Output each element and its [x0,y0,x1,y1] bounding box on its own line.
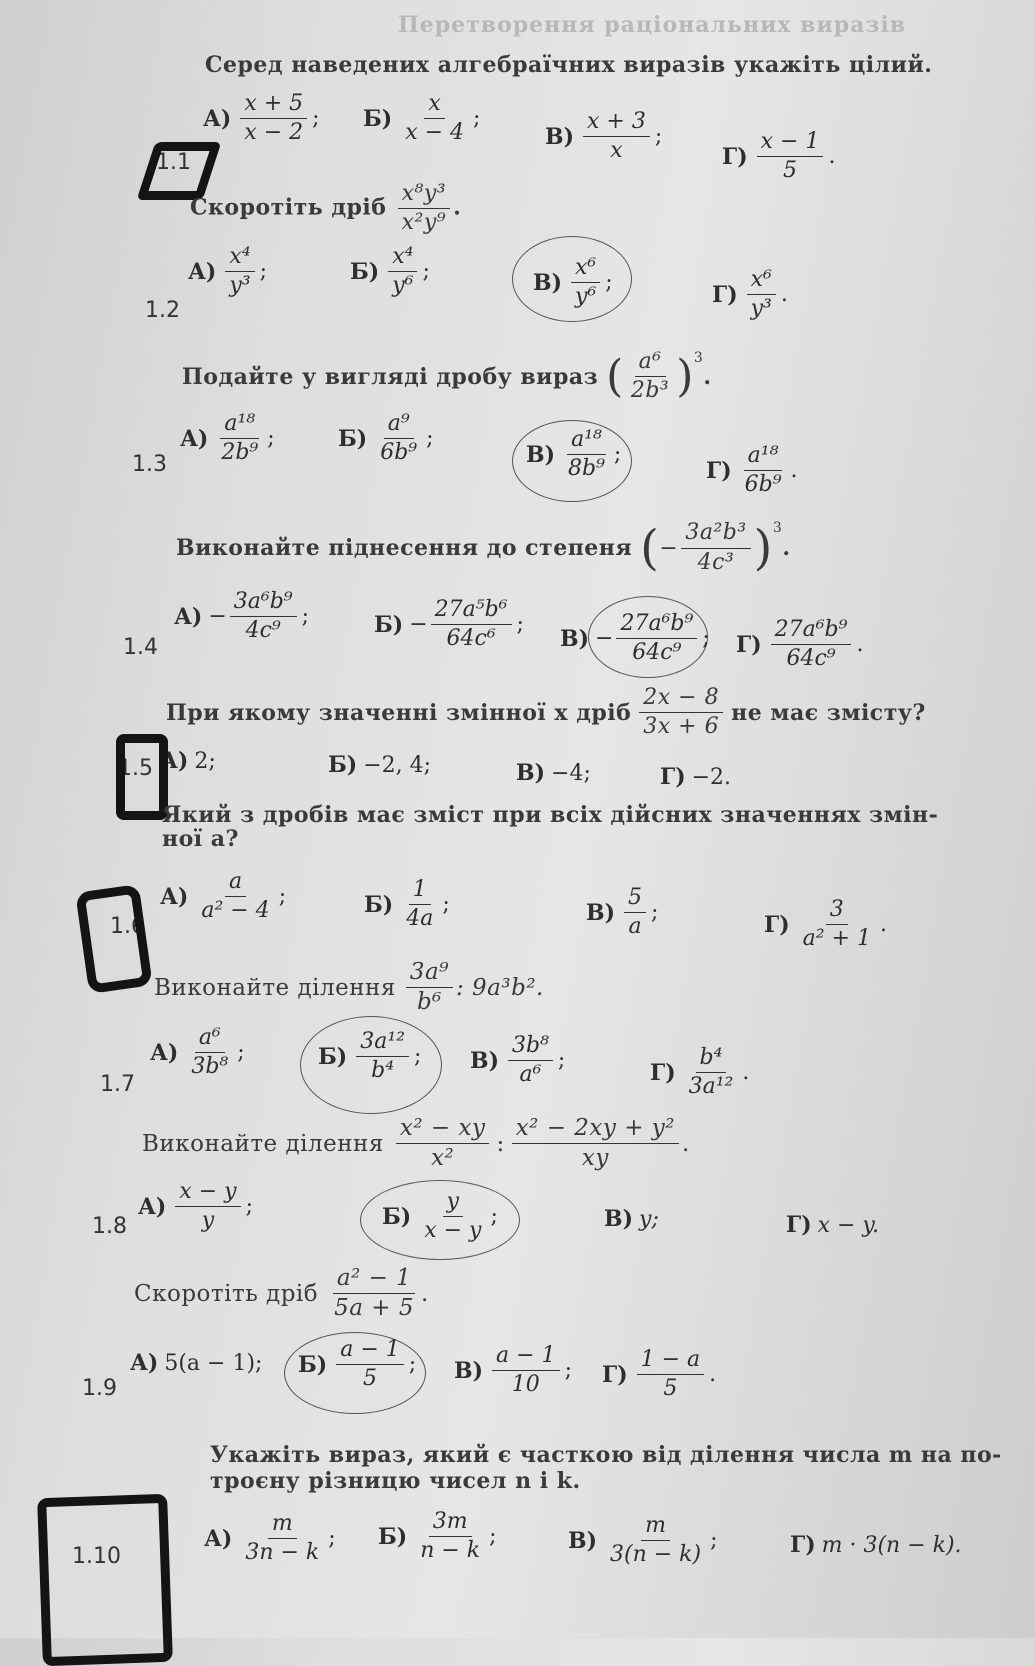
option-1-7-c: В) $\frac{\text{3b⁸}}{\text{a⁶}}$ ; [470,1033,566,1088]
question-1-8: Виконайте ділення $\frac{\text{x² − xy}}{\text{x²}}$ : $\frac{\text{x² − 2xy + y²}}{xy}$ . [142,1115,690,1172]
option-1-5-d: Г) −2. [660,764,732,790]
question-1-2: Скоротіть дріб $\frac{\text{x⁸y³}}{\text{x²y⁹}}$ . [190,181,462,236]
option-1-10-c: В) $\frac{m}{3(n - k)}$ ; [568,1513,718,1568]
option-1-3-b: Б) $\frac{\text{a⁹}}{\text{6b⁹}}$ ; [338,411,434,466]
pen-mark-1-6 [75,884,153,994]
option-1-7-a: А) $\frac{\text{a⁶}}{\text{3b⁸}}$ ; [150,1025,245,1080]
question-1-1: Серед наведених алгебраїчних виразів укажіть цілий. [205,52,933,78]
option-1-8-d: Г) x − y. [786,1212,879,1238]
option-1-8-a: А) $\frac{x - y}{y}$ ; [138,1179,254,1234]
option-1-8-c: В) y; [604,1206,659,1232]
section-title: Перетворення раціональних виразів [398,12,907,38]
question-1-3: Подайте у вигляді дробу вираз ( $\frac{\text{a⁶}}{\text{2b³}}$ ) $^3$ . [182,349,712,404]
option-1-9-a: А) 5(a − 1); [130,1350,263,1376]
option-1-4-d: Г) $\frac{\text{27a⁶b⁹}}{\text{64c⁹}}$ . [736,617,864,672]
option-1-3-d: Г) $\frac{\text{a¹⁸}}{\text{6b⁹}}$ . [706,443,798,498]
option-1-5-b: Б) −2, 4; [328,752,432,778]
option-1-5-c: В) −4; [516,760,591,786]
question-1-4: Виконайте піднесення до степеня ( − $\frac{\text{3a²b³}}{\text{4c³}}$ ) $^3$ . [176,520,791,576]
option-1-4-b: Б) − $\frac{\text{27a⁵b⁶}}{\text{64c⁶}}$ ; [374,597,524,652]
option-1-9-c: В) $\frac{a - 1}{10}$ ; [454,1343,572,1398]
problem-number-1-10: 1.10 [72,1544,121,1569]
question-1-9: Скоротіть дріб $\frac{\text{a² − 1}}{5a + 5}$ . [134,1265,429,1322]
question-1-10: Укажіть вираз, який є часткою від ділення числа m на по- [210,1442,1002,1468]
option-1-6-c: В) $\frac{5}{a}$ ; [586,885,659,940]
pen-mark-1-10 [37,1494,173,1666]
question-1-10-line2: троєну різницю чисел n і k. [210,1468,581,1494]
question-1-6-line2: ної a? [162,826,239,852]
option-1-9-b: Б) $\frac{a - 1}{5}$ ; [298,1337,417,1392]
question-1-6: Який з дробів має зміст при всіх дійсних значеннях змін- [162,802,939,828]
option-1-4-a: А) − $\frac{\text{3a⁶b⁹}}{\text{4c⁹}}$ ; [174,589,310,644]
option-1-10-a: А) $\frac{m}{3n - k}$ ; [204,1511,336,1566]
option-1-1-c: В) $\frac{x + 3}{x}$ ; [545,109,663,164]
option-1-4-c: В) − $\frac{\text{27a⁶b⁹}}{\text{64c⁹}}$ ; [560,611,710,666]
option-1-3-a: А) $\frac{\text{a¹⁸}}{\text{2b⁹}}$ ; [180,411,275,466]
option-1-2-c: В) $\frac{\text{x⁶}}{\text{y⁶}}$ ; [533,255,613,310]
problem-number-1-2: 1.2 [145,298,180,323]
option-1-6-b: Б) $\frac{1}{4a}$ ; [364,877,450,932]
option-1-3-c: В) $\frac{\text{a¹⁸}}{\text{8b⁹}}$ ; [526,427,622,482]
option-1-9-d: Г) $\frac{1 - a}{5}$ . [602,1347,717,1402]
option-1-8-b: Б) $\frac{y}{x - y}$ ; [382,1189,498,1244]
problem-number-1-5: 1.5 [118,756,153,781]
option-1-10-b: Б) $\frac{3m}{n - k}$ ; [378,1509,497,1564]
option-1-1-b: Б) $\frac{x}{x - 4}$ ; [363,91,481,146]
problem-number-1-3: 1.3 [132,452,167,477]
option-1-1-a: А) $\frac{x + 5}{x - 2}$ ; [203,91,320,146]
option-1-6-d: Г) $\frac{3}{\text{a² + 1}}$ . [764,897,887,952]
option-1-2-b: Б) $\frac{\text{x⁴}}{\text{y⁶}}$ ; [350,244,430,299]
problem-number-1-6: 1.6 [110,914,145,939]
option-1-7-b: Б) $\frac{\text{3a¹²}}{\text{b⁴}}$ ; [318,1029,422,1084]
option-1-5-a: А) 2; [160,748,216,774]
option-1-2-d: Г) $\frac{\text{x⁶}}{\text{y³}}$ . [712,267,788,322]
problem-number-1-8: 1.8 [92,1214,127,1239]
option-1-10-d: Г) m · 3(n − k). [790,1532,962,1558]
problem-number-1-7: 1.7 [100,1072,135,1097]
option-1-7-d: Г) $\frac{\text{b⁴}}{\text{3a¹²}}$ . [650,1045,750,1100]
option-1-2-a: А) $\frac{\text{x⁴}}{\text{y³}}$ ; [188,244,267,299]
problem-number-1-1: 1.1 [156,150,191,175]
problem-number-1-4: 1.4 [123,635,158,660]
option-1-6-a: А) $\frac{a}{\text{a² − 4}}$ ; [160,869,287,924]
question-1-5: При якому значенні змінної x дріб $\frac{2x - 8}{3x + 6}$ не має змісту? [166,685,926,740]
question-1-7: Виконайте ділення $\frac{\text{3a⁹}}{\text{b⁶}}$ : 9a³b². [154,959,544,1016]
problem-number-1-9: 1.9 [82,1376,117,1401]
pen-mark-1-5 [116,734,168,820]
option-1-1-d: Г) $\frac{x - 1}{5}$ . [722,129,836,184]
